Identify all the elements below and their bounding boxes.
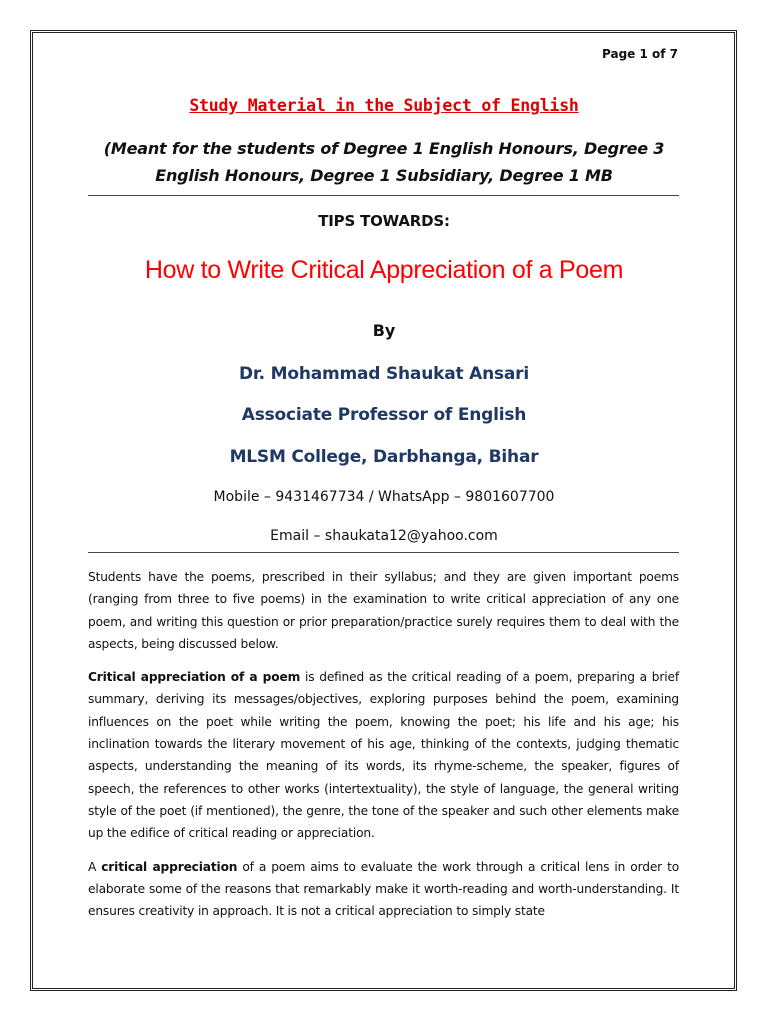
author-role: Associate Professor of English	[241, 405, 527, 425]
body-text	[88, 566, 679, 933]
page-number: Page 1 of 7	[602, 47, 678, 61]
by-line: By	[372, 321, 396, 340]
purpose-text: of a poem aims to evaluate the work through a critical lens in order to elaborate some of the reasons that remarkably make it worth-reading and worth-understanding. It ensures creativity in approach. It is not a critical appreciation to simply state	[88, 859, 680, 919]
top-divider	[88, 195, 679, 196]
paragraph-definition	[88, 666, 679, 844]
purpose-lead: A	[88, 859, 102, 874]
bottom-divider	[88, 552, 679, 553]
definition-text: is defined as the critical reading of a poem, preparing a brief summary, deriving its messages/objectives, exploring purposes behind the poem, examining influences on the poet while writing the poem, knowing the poet; his life and his age; his inclination towards the literary movement of his age, thinking of the contexts, judging thematic aspects, understanding the meaning of its words, its rhyme-scheme, the speaker, figures of speech, the references to other works (intertextuality), the style of language, the general writing style of the poet (if mentioned), the genre, the tone of the speaker and such other elements make up the edifice of critical reading or appreciation.	[88, 670, 679, 841]
author-college: MLSM College, Darbhanga, Bihar	[229, 447, 539, 467]
document-title: How to Write Critical Appreciation of a Poem	[144, 256, 624, 284]
audience-note: (Meant for the students of Degree 1 English Honours, Degree 3 English Honours, Degree 1 Subsidiary, Degree 1 MB	[103, 139, 665, 185]
paragraph-intro: Students have the poems, prescribed in their syllabus; and they are given important poems (ranging from three to five poems) in the examination to write critical appreciation of any one poem, and writing this question or prior preparation/practice surely requires them to deal with the aspects, being discussed below.	[88, 570, 679, 651]
purpose-term: critical appreciation	[101, 859, 238, 874]
author-name: Dr. Mohammad Shaukat Ansari	[238, 364, 529, 384]
definition-term: Critical appreciation of a poem	[88, 670, 301, 685]
tips-heading: TIPS TOWARDS:	[318, 212, 450, 230]
contact-mobile: Mobile – 9431467734 / WhatsApp – 9801607700	[213, 489, 555, 505]
paragraph-purpose	[88, 856, 679, 923]
course-heading: Study Material in the Subject of English	[189, 96, 579, 115]
contact-email: Email – shaukata12@yahoo.com	[270, 528, 498, 544]
